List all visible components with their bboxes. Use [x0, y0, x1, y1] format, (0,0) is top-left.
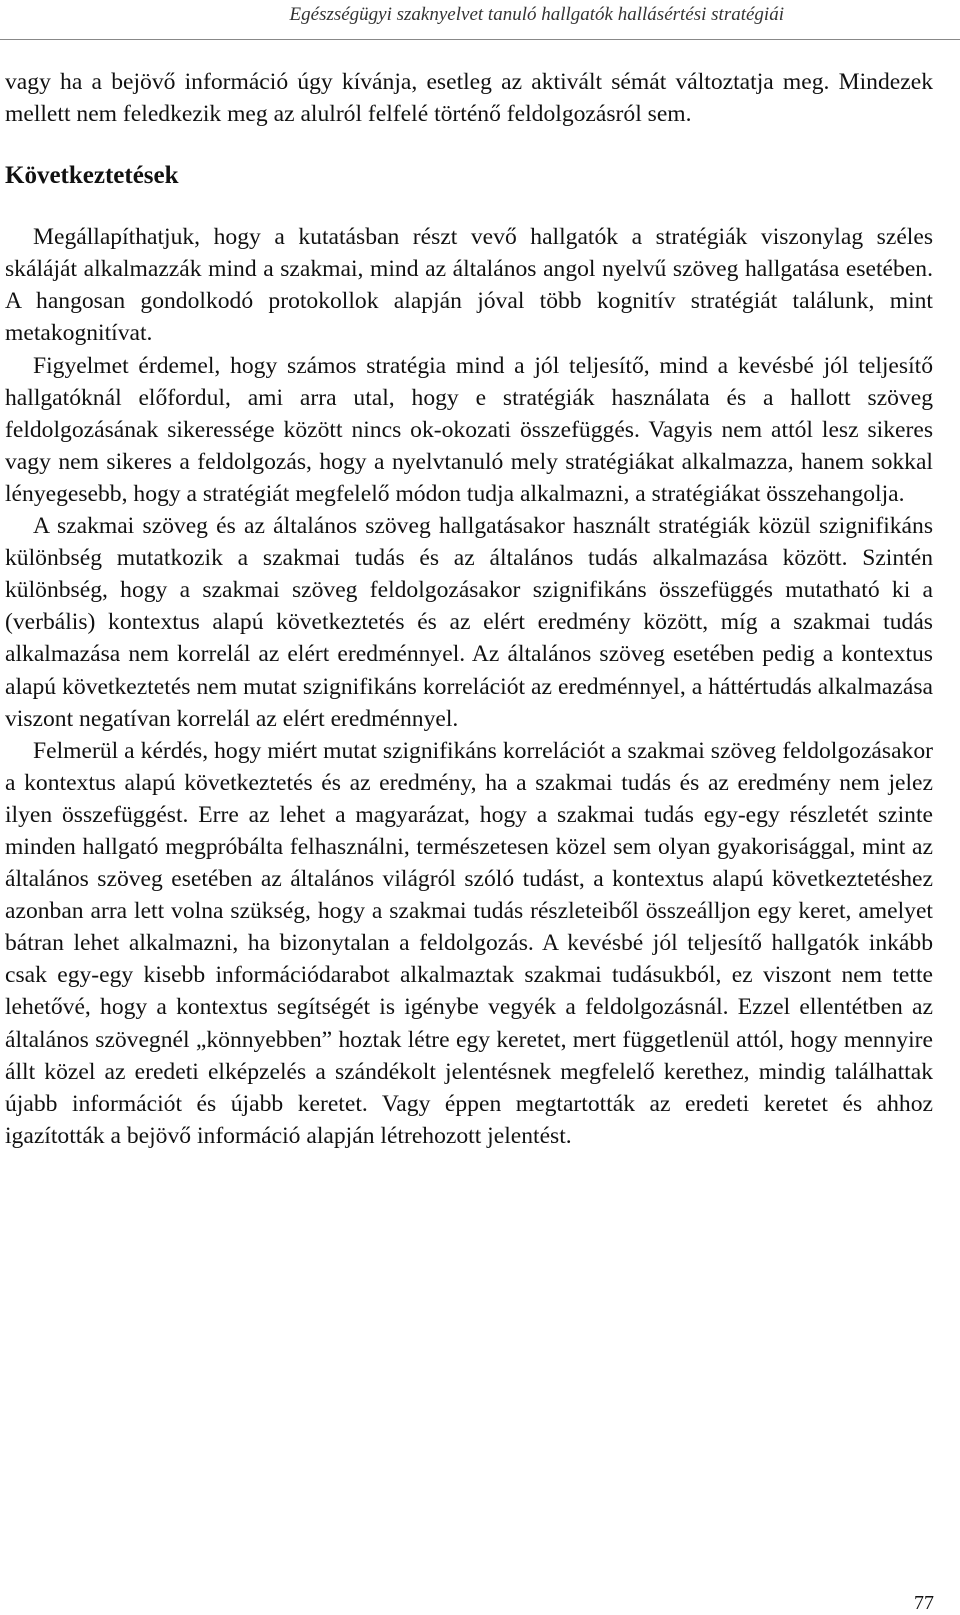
running-title: Egészségügyi szaknyelvet tanuló hallgatók hallásértési stratégiái — [289, 4, 784, 25]
page-number: 77 — [914, 1592, 934, 1614]
section-heading: Következtetések — [5, 162, 179, 190]
intro-paragraph: vagy ha a bejövő információ úgy kívánja, esetleg az aktivált sémát változtatja meg. Mindezek mellett nem feledkezik meg az alulról felfelé történő feldolgozásról sem. — [5, 69, 933, 128]
page-body — [5, 66, 933, 1152]
paragraph-4: Felmerül a kérdés, hogy miért mutat szignifikáns korrelációt a szakmai szöveg feldolgozásakor a kontextus alapú következtetés és az eredmény, ha a szakmai tudás és az eredmény nem jelez ilyen összefüggést. Erre az lehet a magyarázat, hogy a szakmai tudás egy-egy részletét szinte minden hallgató megpróbálta felhasználni, természetesen közel sem olyan gyakorisággal, mint az általános szöveg esetében az általános világról szóló tudást, a kontextus alapú következtetéshez azonban arra lett volna szükség, hogy a szakmai tudás részleteiből összeálljon egy keret, amelyet bátran lehet alkalmazni, ha bizonytalan a feldolgozás. A kevésbé jól teljesítő hallgatók inkább csak egy-egy kisebb információdarabot alkalmaztak szakmai tudásukból, ez viszont nem tette lehetővé, hogy a kontextus segítségét is igénybe vegyék a feldolgozásnál. Ezzel ellentétben az általános szövegnél „könnyebben” hoztak létre egy keretet, mert függetlenül attól, hogy mennyire állt közel az eredeti elképzelés a szándékolt jelentésnek megfelelő kerethez, mindig találhattak újabb információt és újabb keretet. Vagy éppen megtartották az eredeti keretet és ahhoz igazították a bejövő információ alapján létrehozott jelentést. — [5, 737, 933, 1149]
paragraph-1: Megállapíthatjuk, hogy a kutatásban részt vevő hallgatók a stratégiák viszonylag széles skáláját alkalmazzák mind a szakmai, mind az általános angol nyelvű szöveg hallgatása esetében. A hangosan gondolkodó protokollok alapján jóval több kognitív stratégiát találunk, mint metakognitívat. — [5, 224, 933, 347]
running-header — [0, 0, 960, 40]
section-heading-block — [5, 160, 933, 192]
paragraph-2: Figyelmet érdemel, hogy számos stratégia mind a jól teljesítő, mind a kevésbé jól teljesítő hallgatóknál előfordul, ami arra utal, hogy e stratégiák használata és a hallott szöveg feldolgozásának sikeressége között nincs ok-okozati összefüggés. Vagyis nem attól lesz sikeres vagy nem sikeres a feldolgozás, hogy a nyelvtanuló mely stratégiákat alkalmazza, hanem sokkal lényegesebb, hogy a stratégiát megfelelő módon tudja alkalmazni, a stratégiákat összehangolja. — [5, 352, 933, 507]
paragraph-3: A szakmai szöveg és az általános szöveg hallgatásakor használt stratégiák közül szignifikáns különbség mutatkozik a szakmai tudás és az általános tudás alkalmazása között. Szintén különbség, hogy a szakmai szöveg feldolgozásakor szignifikáns összefüggés mutatható ki a (verbális) kontextus alapú következtetés és az elért eredmény között, míg a szakmai tudás alkalmazása nem korrelál az elért eredménnyel. Az általános szöveg esetében pedig a kontextus alapú következtetés nem mutat szignifikáns korrelációt az eredménnyel, a háttértudás alkalmazása viszont negatívan korrelál az elért eredménnyel. — [5, 513, 933, 732]
